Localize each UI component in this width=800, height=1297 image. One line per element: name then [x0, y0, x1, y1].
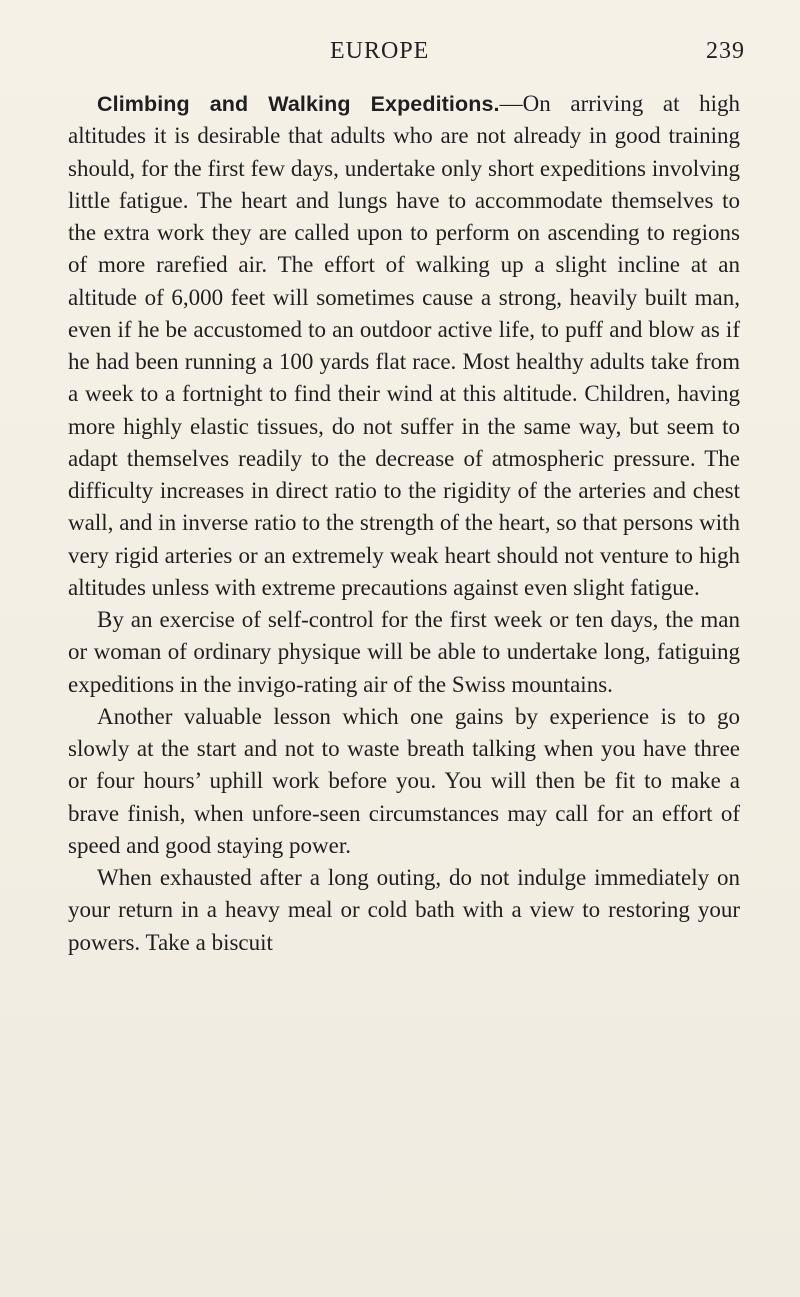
paragraph-3: Another valuable lesson which one gains by experience is to go slowly at the start and not to waste breath talking when you have three or four hours’ uphill work before you. You will then be fit to make a brave finish, when unfore-seen circumstances may call for an effort of speed and good staying power. — [68, 703, 740, 858]
page-number: 239 — [706, 38, 745, 64]
running-title: EUROPE — [330, 38, 430, 64]
paragraph-4: When exhausted after a long outing, do not indulge immediately on your return in a heavy meal or cold bath with a view to restoring your powers. Take a biscuit — [68, 865, 740, 955]
paragraph-1 — [68, 88, 740, 604]
section-heading: Climbing and Walking Expeditions. — [97, 92, 500, 116]
running-head — [0, 38, 800, 68]
paragraph-2: By an exercise of self-control for the first week or ten days, the man or woman of ordinary physique will be able to undertake long, fatiguing expeditions in the invigo-rating air of the Swiss mountains. — [68, 607, 740, 697]
paragraph-1-text: —On arriving at high altitudes it is desirable that adults who are not already in good training should, for the first few days, undertake only short expeditions involving little fatigue. The heart and lungs have to accommodate themselves to the extra work they are called upon to perform on ascending to regions of more rarefied air. The effort of walking up a slight incline at an altitude of 6,000 feet will sometimes cause a strong, heavily built man, even if he be accustomed to an outdoor active life, to puff and blow as if he had been running a 100 yards flat race. Most healthy adults take from a week to a fortnight to find their wind at this altitude. Children, having more highly elastic tissues, do not suffer in the same way, but seem to adapt themselves readily to the decrease of atmospheric pressure. The difficulty increases in direct ratio to the rigidity of the arteries and chest wall, and in inverse ratio to the strength of the heart, so that persons with very rigid arteries or an extremely weak heart should not venture to high altitudes unless with extreme precautions against even slight fatigue. — [68, 91, 741, 600]
body-text — [68, 88, 740, 959]
